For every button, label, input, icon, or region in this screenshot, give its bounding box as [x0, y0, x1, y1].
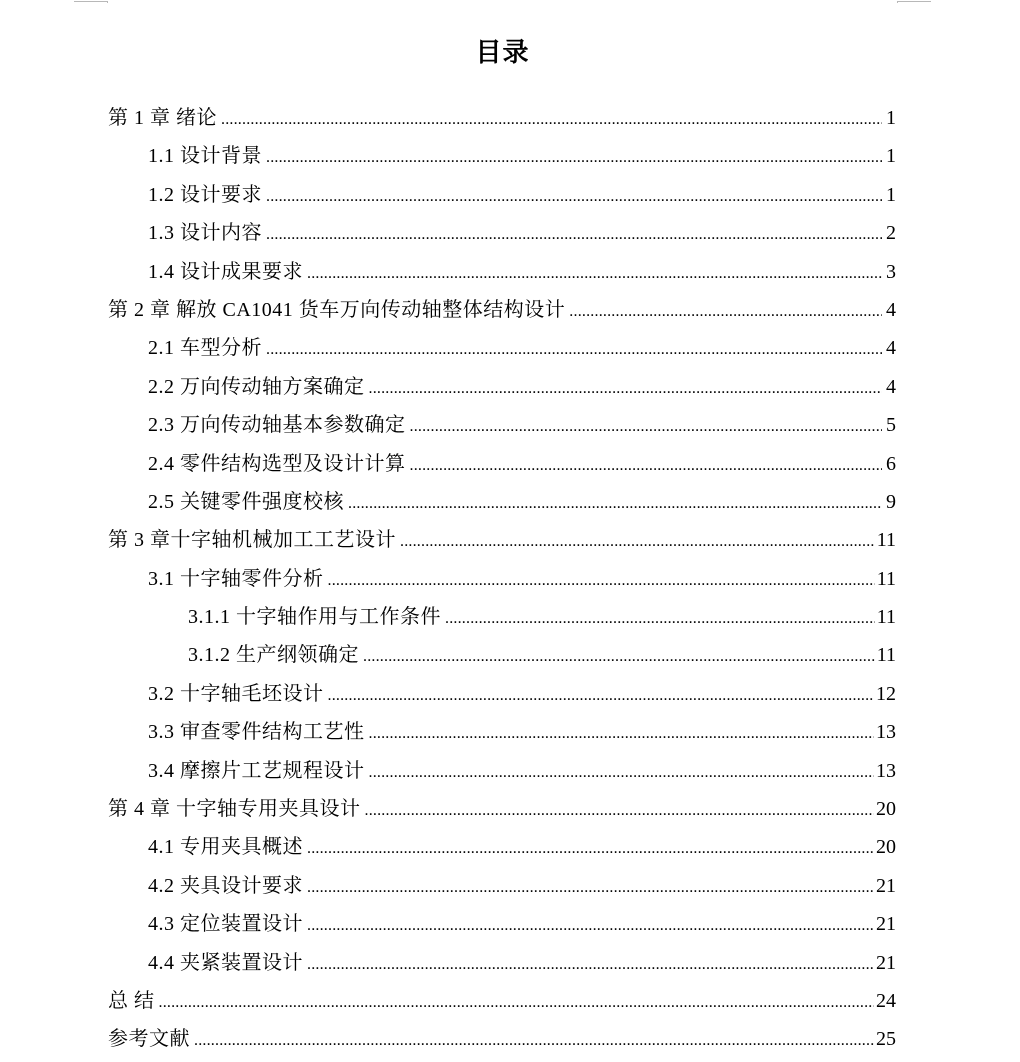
- toc-page-number: 25: [876, 1028, 896, 1051]
- toc-entry[interactable]: [108, 445, 896, 483]
- toc-page-number: 9: [886, 490, 896, 513]
- toc-entry-label: 2.5 关键零件强度校核: [148, 490, 344, 513]
- toc-entry[interactable]: [108, 752, 896, 790]
- toc-page-number: 5: [886, 414, 896, 437]
- toc-dot-leader: [445, 600, 875, 638]
- toc-entry[interactable]: [108, 675, 896, 713]
- toc-entry-label: 2.1 车型分析: [148, 337, 262, 360]
- toc-entry-label: 2.3 万向传动轴基本参数确定: [148, 414, 406, 437]
- toc-entry[interactable]: [108, 214, 896, 252]
- toc-entry[interactable]: [108, 944, 896, 982]
- toc-entry[interactable]: [108, 291, 896, 329]
- toc-entry-label: 4.2 夹具设计要求: [148, 874, 303, 897]
- toc-entry-label: 总 结: [108, 989, 155, 1012]
- toc-entry-label: 3.1.1 十字轴作用与工作条件: [188, 606, 441, 629]
- toc-entry[interactable]: [108, 329, 896, 367]
- toc-entry-label: 3.4 摩擦片工艺规程设计: [148, 759, 365, 782]
- toc-dot-leader: [348, 485, 882, 523]
- toc-dot-leader: [328, 677, 875, 715]
- toc-page-number: 11: [876, 567, 896, 590]
- toc-entry-label: 2.2 万向传动轴方案确定: [148, 375, 365, 398]
- toc-entry[interactable]: [108, 713, 896, 751]
- toc-dot-leader: [400, 523, 875, 561]
- toc-entry[interactable]: [108, 636, 896, 674]
- toc-entry-label: 1.2 设计要求: [148, 183, 262, 206]
- page-title: 目录: [475, 38, 530, 67]
- toc-entry[interactable]: [108, 905, 896, 943]
- toc-entry-label: 3.2 十字轴毛坯设计: [148, 682, 324, 705]
- toc-page-number: 1: [886, 107, 896, 129]
- toc-page-number: 6: [886, 452, 896, 475]
- toc-page-number: 20: [876, 798, 896, 821]
- toc-entry-label: 第 1 章 绪论: [108, 107, 217, 129]
- toc-dot-leader: [410, 408, 883, 446]
- toc-dot-leader: [369, 754, 875, 792]
- toc-page-number: 11: [876, 606, 896, 629]
- toc-entry-label: 4.3 定位装置设计: [148, 913, 303, 936]
- toc-entry[interactable]: [108, 253, 896, 291]
- toc-page-number: 13: [876, 759, 896, 782]
- crop-mark-right: [897, 1, 931, 2]
- toc-dot-leader: [307, 869, 874, 907]
- toc-entry[interactable]: [108, 790, 896, 828]
- crop-mark-left: [74, 1, 108, 2]
- toc-page-number: 12: [876, 682, 896, 705]
- toc-entry-label: 参考文献: [108, 1028, 190, 1051]
- toc-page-number: 21: [876, 913, 896, 936]
- toc-page-number: 11: [876, 644, 896, 667]
- toc-entry[interactable]: [108, 99, 896, 137]
- toc-dot-leader: [307, 946, 874, 984]
- toc-dot-leader: [221, 101, 882, 139]
- toc-dot-leader: [328, 562, 875, 600]
- toc-entry-label: 第 4 章 十字轴专用夹具设计: [108, 798, 361, 821]
- toc-dot-leader: [266, 139, 882, 177]
- toc-page-number: 1: [886, 183, 896, 206]
- toc-page-number: 3: [886, 260, 896, 283]
- toc-entry-label: 2.4 零件结构选型及设计计算: [148, 452, 406, 475]
- toc-entry[interactable]: [108, 560, 896, 598]
- toc-entry-label: 第 3 章十字轴机械加工工艺设计: [108, 529, 396, 552]
- toc-dot-leader: [266, 178, 882, 216]
- toc-entry[interactable]: [108, 1020, 896, 1058]
- toc-dot-leader: [266, 216, 882, 254]
- table-of-contents: [108, 99, 896, 1059]
- toc-entry[interactable]: [108, 137, 896, 175]
- toc-entry-label: 3.1.2 生产纲领确定: [188, 644, 359, 667]
- toc-page-number: 2: [886, 222, 896, 245]
- toc-entry-label: 4.1 专用夹具概述: [148, 836, 303, 859]
- toc-page-number: 4: [886, 337, 896, 360]
- toc-entry-label: 第 2 章 解放 CA1041 货车万向传动轴整体结构设计: [108, 298, 566, 321]
- toc-entry[interactable]: [108, 406, 896, 444]
- toc-entry-label: 4.4 夹紧装置设计: [148, 951, 303, 974]
- toc-page-number: 21: [876, 951, 896, 974]
- toc-entry[interactable]: [108, 368, 896, 406]
- toc-entry-label: 1.4 设计成果要求: [148, 260, 303, 283]
- toc-entry-label: 3.1 十字轴零件分析: [148, 567, 324, 590]
- toc-page-number: 21: [876, 874, 896, 897]
- toc-dot-leader: [363, 638, 875, 676]
- toc-entry[interactable]: [108, 867, 896, 905]
- toc-entry[interactable]: [108, 598, 896, 636]
- toc-dot-leader: [569, 293, 882, 331]
- toc-dot-leader: [266, 331, 882, 369]
- toc-dot-leader: [369, 715, 875, 753]
- toc-dot-leader: [307, 830, 874, 868]
- toc-entry[interactable]: [108, 176, 896, 214]
- toc-entry-label: 1.1 设计背景: [148, 145, 262, 168]
- toc-page-number: 13: [876, 721, 896, 744]
- toc-dot-leader: [365, 792, 875, 830]
- toc-page-number: 4: [886, 375, 896, 398]
- toc-page-number: 24: [876, 989, 896, 1012]
- toc-page-number: 11: [876, 529, 896, 552]
- toc-entry-label: 3.3 审查零件结构工艺性: [148, 721, 365, 744]
- toc-dot-leader: [369, 370, 883, 408]
- toc-page-number: 4: [886, 298, 896, 321]
- toc-dot-leader: [194, 1022, 874, 1060]
- toc-entry[interactable]: [108, 828, 896, 866]
- toc-dot-leader: [307, 255, 882, 293]
- toc-entry[interactable]: [108, 483, 896, 521]
- toc-dot-leader: [159, 984, 875, 1022]
- toc-page-number: 20: [876, 836, 896, 859]
- toc-page-number: 1: [886, 145, 896, 168]
- toc-dot-leader: [410, 447, 883, 485]
- toc-entry-label: 1.3 设计内容: [148, 222, 262, 245]
- toc-dot-leader: [307, 907, 874, 945]
- toc-entry[interactable]: [108, 982, 896, 1020]
- toc-entry[interactable]: [108, 521, 896, 559]
